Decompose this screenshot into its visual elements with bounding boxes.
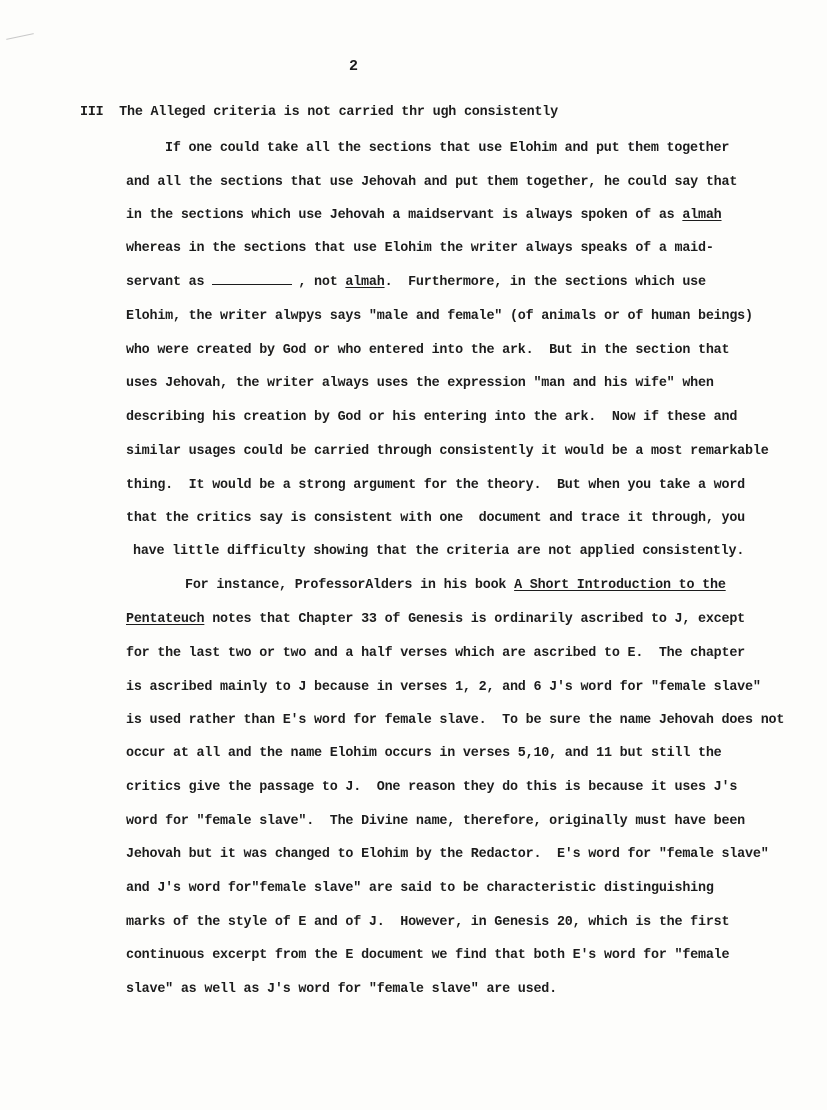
book-title: Pentateuch — [126, 612, 205, 627]
paragraph-line: Jehovah but it was changed to Elohim by the Redactor. E's word for "female slave" — [126, 847, 769, 862]
paragraph-line: for the last two or two and a half verses which are ascribed to E. The chapter — [126, 646, 746, 661]
paragraph-line: whereas in the sections that use Elohim the writer always speaks of a maid- — [126, 241, 714, 256]
text-span: , not — [298, 275, 346, 290]
text-span: . Furthermore, in the sections which use — [384, 275, 706, 290]
paragraph-line: critics give the passage to J. One reason they do this is because it uses J's — [126, 780, 738, 795]
scan-artifact — [6, 33, 34, 40]
blank-line — [212, 274, 292, 285]
paragraph-line: marks of the style of E and of J. However, in Genesis 20, which is the first — [126, 915, 730, 930]
paragraph-line: If one could take all the sections that use Elohim and put them together — [165, 141, 730, 156]
paragraph-line: and all the sections that use Jehovah and put them together, he could say that — [126, 175, 738, 190]
paragraph-line: similar usages could be carried through consistently it would be a most remarkable — [126, 444, 769, 459]
text-span: For instance, ProfessorAlders in his book — [185, 578, 515, 593]
paragraph-line: Elohim, the writer alwpys says "male and female" (of animals or of human beings) — [126, 309, 753, 324]
paragraph-line: thing. It would be a strong argument for the theory. But when you take a word — [126, 478, 746, 493]
paragraph-line: continuous excerpt from the E document we find that both E's word for "female — [126, 948, 730, 963]
paragraph-line: is used rather than E's word for female slave. To be sure the name Jehovah does not — [126, 713, 785, 728]
paragraph-line: slave" as well as J's word for "female slave" are used. — [126, 982, 557, 997]
paragraph-line: have little difficulty showing that the criteria are not applied consistently. — [133, 544, 745, 559]
page-number: 2 — [349, 58, 359, 75]
paragraph-line: that the critics say is consistent with one document and trace it through, you — [126, 511, 746, 526]
text-span: notes that Chapter 33 of Genesis is ordinarily ascribed to J, except — [204, 612, 746, 627]
paragraph-line: and J's word for"female slave" are said to be characteristic distinguishing — [126, 881, 714, 896]
paragraph-line: is ascribed mainly to J because in verses 1, 2, and 6 J's word for "female slave" — [126, 680, 761, 695]
text-span: servant as — [126, 275, 205, 290]
paragraph-line: word for "female slave". The Divine name, therefore, originally must have been — [126, 814, 746, 829]
paragraph-line — [126, 611, 745, 629]
paragraph-line — [126, 207, 722, 225]
paragraph-line: uses Jehovah, the writer always uses the expression "man and his wife" when — [126, 376, 714, 391]
underlined-term: almah — [682, 208, 722, 223]
paragraph-line — [185, 577, 726, 595]
underlined-term: almah — [345, 275, 385, 290]
paragraph-line — [126, 274, 706, 292]
book-title: A Short Introduction to the — [514, 578, 726, 593]
text-span: in the sections which use Jehovah a maidservant is always spoken of as — [126, 208, 683, 223]
paragraph-line: describing his creation by God or his entering into the ark. Now if these and — [126, 410, 738, 425]
paragraph-line: who were created by God or who entered into the ark. But in the section that — [126, 343, 730, 358]
section-heading: III The Alleged criteria is not carried thr ugh consistently — [80, 105, 558, 120]
paragraph-line: occur at all and the name Elohim occurs in verses 5,10, and 11 but still the — [126, 746, 722, 761]
